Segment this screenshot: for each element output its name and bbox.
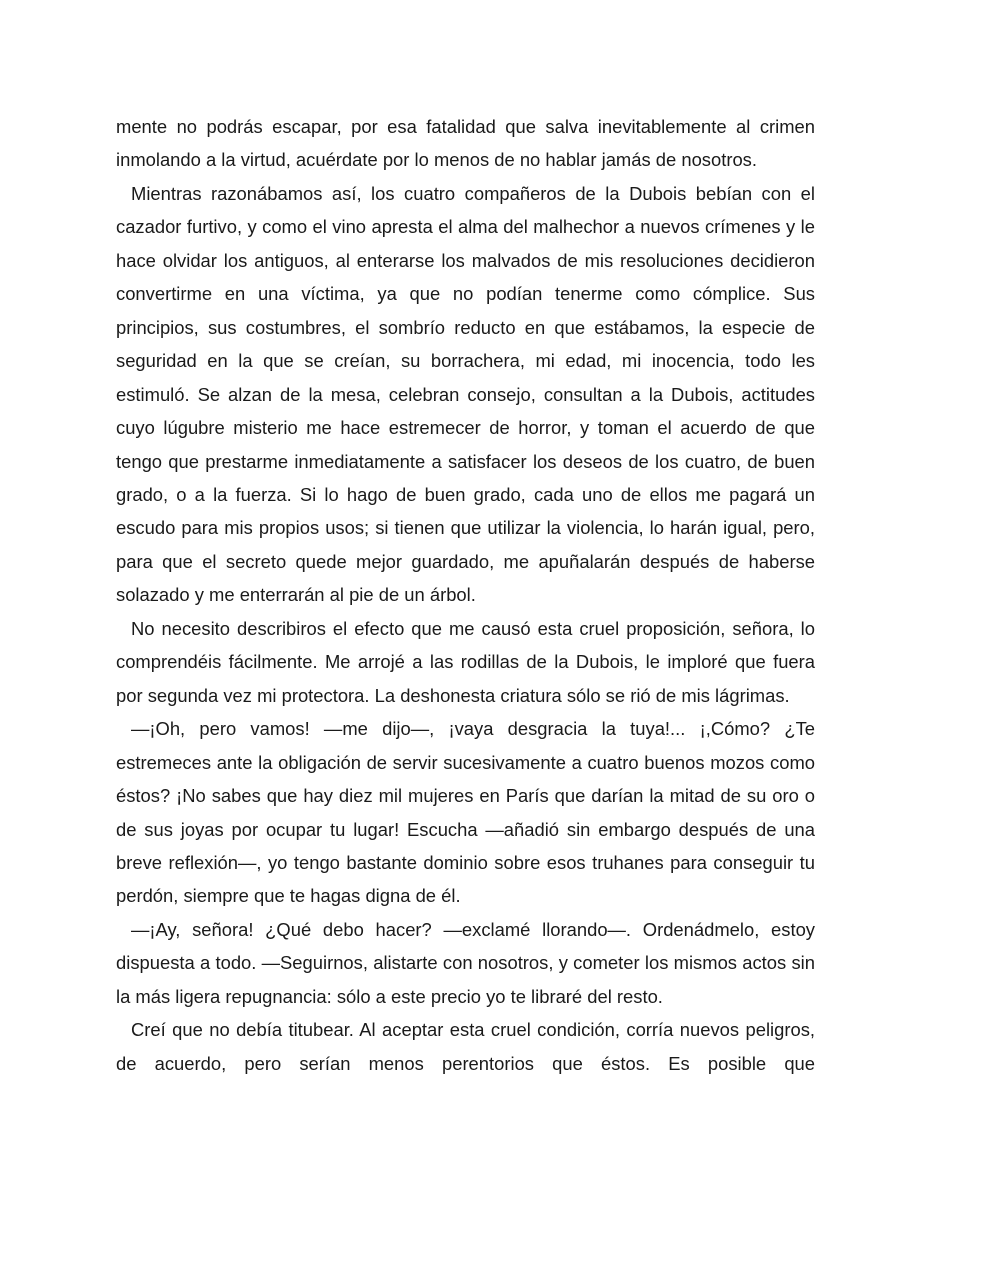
paragraph-continuation: mente no podrás escapar, por esa fatalidad que salva inevitablemente al crimen inmolando a la virtud, acuérdate por lo menos de no hablar jamás de nosotros.	[116, 116, 815, 171]
document-page	[116, 110, 815, 1080]
paragraph-plea-to-dubois: No necesito describiros el efecto que me causó esta cruel proposición, señora, lo comprendéis fácilmente. Me arrojé a las rodillas de la Dubois, le imploré que fuera por segunda vez mi protectora. La deshonesta criatura sólo se rió de mis lágrimas.	[116, 617, 815, 706]
paragraph-decision: Creí que no debía titubear. Al aceptar esta cruel condición, corría nuevos peligros, de acuerdo, pero serían menos perentorios que éstos. Es posible que	[116, 1019, 815, 1074]
paragraph-robbers-decision: Mientras razonábamos así, los cuatro compañeros de la Dubois bebían con el cazador furtivo, y como el vino apresta el alma del malhechor a nuevos crímenes y le hace olvidar los antiguos, al enterarse los malvados de mis resoluciones decidieron convertirme en una víctima, ya que no podían tenerme como cómplice. Sus principios, sus costumbres, el sombrío reducto en que estábamos, la especie de seguridad en la que se creían, su borrachera, mi edad, mi inocencia, todo les estimuló. Se alzan de la mesa, celebran consejo, consultan a la Dubois, actitudes cuyo lúgubre misterio me hace estremecer de horror, y toman el acuerdo de que tengo que prestarme inmediatamente a satisfacer los deseos de los cuatro, de buen grado, o a la fuerza. Si lo hago de buen grado, cada uno de ellos me pagará un escudo para mis propios usos; si tienen que utilizar la violencia, lo harán igual, pero, para que el secreto quede mejor guardado, me apuñalarán después de haberse solazado y me enterrarán al pie de un árbol.	[116, 182, 815, 606]
paragraph-dubois-speech: —¡Oh, pero vamos! —me dijo—, ¡vaya desgracia la tuya!... ¡,Cómo? ¿Te estremeces ante la obligación de servir sucesivamente a cuatro buenos mozos como éstos? ¡No sabes que hay diez mil mujeres en París que darían la mitad de su oro o de sus joyas por ocupar tu lugar! Escucha —añadió sin embargo después de una breve reflexión—, yo tengo bastante dominio sobre esos truhanes para conseguir tu perdón, siempre que te hagas digna de él.	[116, 718, 815, 907]
paragraph-dialogue-reply: —¡Ay, señora! ¿Qué debo hacer? —exclamé llorando—. Ordenádmelo, estoy dispuesta a todo. —Seguirnos, alistarte con nosotros, y cometer los mismos actos sin la más ligera repugnancia: sólo a este precio yo te libraré del resto.	[116, 918, 815, 1007]
